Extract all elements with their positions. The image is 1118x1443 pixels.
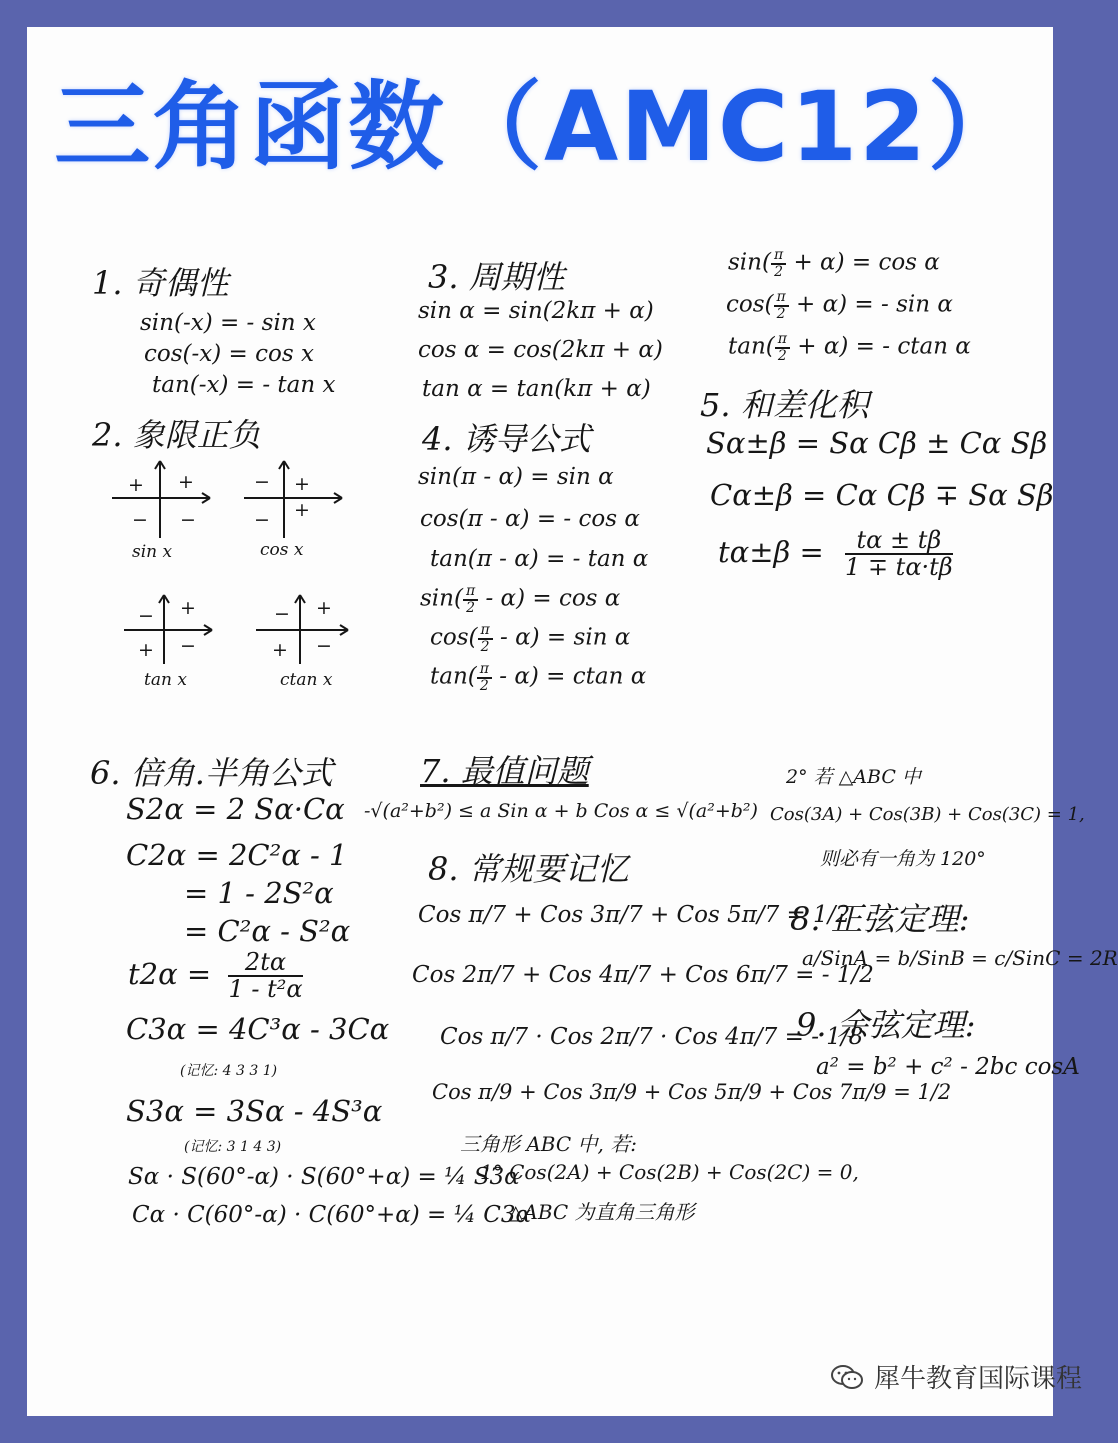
s1-line: sin(-x) = - sin x	[140, 310, 316, 336]
ctan-quadrant-graph	[256, 592, 366, 682]
s6-line: t2α = $\frac{2t\alpha}{\text{1 - t²α}}$	[128, 948, 303, 1004]
q4-sign: +	[294, 499, 310, 521]
s8-line: Cos π/7 + Cos 3π/7 + Cos 5π/7 = 1/2	[418, 902, 851, 928]
s6-line: S2α = 2 Sα·Cα	[126, 792, 345, 826]
s6-line: Sα · S(60°-α) · S(60°+α) = ¼ S3α	[128, 1164, 520, 1190]
section-6-heading: 6. 倍角.半角公式	[90, 754, 333, 792]
s4b-line: tan( $\frac{\pi}{2}$ + α) = - ctan α	[728, 331, 971, 364]
s4-half-line: sin( $\frac{\pi}{2}$ - α) = cos α	[420, 583, 621, 616]
s4-line: tan(π - α) = - tan α	[430, 546, 649, 572]
s8-line: Cos π/9 + Cos 3π/9 + Cos 5π/9 + Cos 7π/9 = 1/2	[432, 1080, 952, 1104]
s6-line: C2α = 2C²α - 1	[126, 838, 348, 872]
q2-sign: +	[128, 474, 144, 496]
s6-line: = 1 - 2S²α	[184, 876, 334, 910]
s5-line: Cα±β = Cα Cβ ∓ Sα Sβ	[710, 478, 1054, 512]
section-8-heading: 8. 常规要记忆	[428, 850, 629, 888]
s6-line: Cα · C(60°-α) · C(60°+α) = ¼ C3α	[132, 1202, 531, 1228]
s6-line: = C²α - S²α	[184, 914, 351, 948]
section-7-heading: 7. 最值问题	[420, 752, 589, 790]
q1-sign: +	[316, 597, 332, 619]
s4b-line: cos( $\frac{\pi}{2}$ + α) = - sin α	[726, 289, 953, 322]
s6-line: S3α = 3Sα - 4S³α	[126, 1094, 383, 1128]
s4-half-line: tan( $\frac{\pi}{2}$ - α) = ctan α	[430, 661, 647, 694]
section-4-heading: 4. 诱导公式	[422, 420, 591, 458]
tan-quadrant-graph	[124, 592, 234, 682]
s4-line: sin(π - α) = sin α	[418, 464, 614, 490]
sine-law-line: a/SinA = b/SinB = c/SinC = 2R	[802, 946, 1118, 970]
s4-line: cos(π - α) = - cos α	[420, 506, 640, 532]
s8-line: Cos π/7 · Cos 2π/7 · Cos 4π/7 = - 1/8	[440, 1024, 864, 1050]
q3-sign: +	[138, 639, 154, 661]
wechat-icon	[830, 1364, 864, 1390]
graph-label: cos x	[260, 540, 304, 560]
s7-line: -√(a²+b²) ≤ a Sin α + b Cos α ≤ √(a²+b²)	[364, 800, 758, 822]
q2-sign: −	[254, 471, 270, 493]
s8-line: △ABC 为直角三角形	[508, 1200, 695, 1224]
s9r-line: Cos(3A) + Cos(3B) + Cos(3C) = 1,	[770, 804, 1085, 825]
section-cosine-law-heading: 9. 余弦定理:	[796, 1006, 976, 1044]
section-5-heading: 5. 和差化积	[700, 386, 869, 424]
graph-label: tan x	[144, 670, 187, 690]
q3-sign: −	[132, 509, 148, 531]
section-2-heading: 2. 象限正负	[92, 416, 261, 454]
s4b-line: sin( $\frac{\pi}{2}$ + α) = cos α	[728, 247, 940, 280]
watermark-text: 犀牛教育国际课程	[873, 1364, 1082, 1394]
cosine-law-line: a² = b² + c² - 2bc cosA	[816, 1054, 1080, 1080]
s3-line: tan α = tan(kπ + α)	[422, 376, 651, 402]
s3-line: sin α = sin(2kπ + α)	[418, 298, 654, 324]
s8-line: Cos 2π/7 + Cos 4π/7 + Cos 6π/7 = - 1/2	[412, 962, 874, 988]
s5-line: Sα±β = Sα Cβ ± Cα Sβ	[706, 426, 1048, 460]
q3-sign: +	[272, 639, 288, 661]
q2-sign: −	[274, 603, 290, 625]
q2-sign: −	[138, 605, 154, 627]
s5-line: tα±β = $\frac{t\alpha \pm t\beta}{1 \mp t\alpha\cdot t\beta}$	[718, 526, 953, 582]
watermark	[830, 1358, 1082, 1395]
section-sine-law-heading: 8. 正弦定理:	[790, 900, 970, 938]
q1-sign: +	[180, 597, 196, 619]
section-1-heading: 1. 奇偶性	[92, 264, 229, 302]
s9r-line: 2° 若 △ABC 中	[786, 766, 921, 788]
graph-label: ctan x	[280, 670, 333, 690]
s8-line: 1° Cos(2A) + Cos(2B) + Cos(2C) = 0,	[480, 1160, 859, 1184]
q1-sign: +	[294, 473, 310, 495]
page-title: 三角函数（AMC12）	[54, 71, 1026, 183]
s6-line: C3α = 4C³α - 3Cα	[126, 1012, 390, 1046]
graph-label: sin x	[132, 542, 173, 562]
s6-note: (记忆: 4 3 3 1)	[180, 1063, 278, 1079]
section-3-heading: 3. 周期性	[428, 258, 565, 296]
q4-sign: −	[316, 635, 332, 657]
q3-sign: −	[254, 509, 270, 531]
q1-sign: +	[178, 471, 194, 493]
s9r-line: 则必有一角为 120°	[820, 848, 986, 870]
q4-sign: −	[180, 509, 196, 531]
q4-sign: −	[180, 635, 196, 657]
s4-half-line: cos( $\frac{\pi}{2}$ - α) = sin α	[430, 622, 631, 655]
s1-line: cos(-x) = cos x	[144, 341, 314, 367]
s3-line: cos α = cos(2kπ + α)	[418, 337, 663, 363]
s1-line: tan(-x) = - tan x	[152, 372, 336, 398]
s8-line: 三角形 ABC 中, 若:	[460, 1132, 637, 1156]
s6-note: (记忆: 3 1 4 3)	[184, 1139, 282, 1155]
